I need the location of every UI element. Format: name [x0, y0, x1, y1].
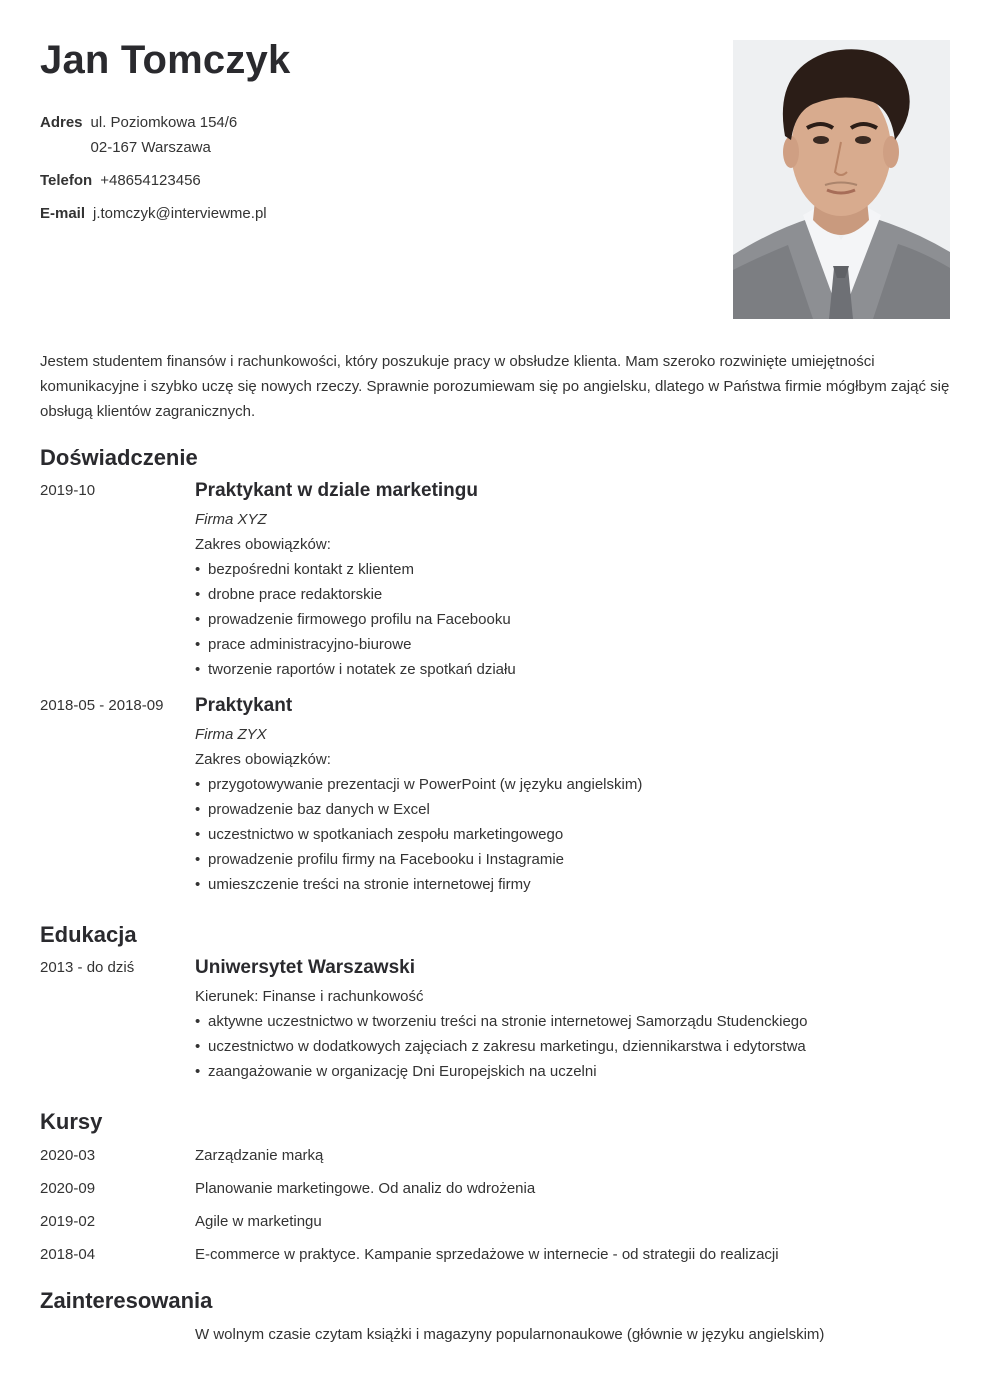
duties-label: Zakres obowiązków:	[195, 751, 331, 768]
address-label: Adres	[40, 114, 83, 131]
list-item: • aktywne uczestnictwo w tworzeniu treści na stronie internetowej Samorządu Studenckiego	[195, 1009, 950, 1034]
course-name: Zarządzanie marką	[195, 1147, 324, 1164]
list-item: • tworzenie raportów i notatek ze spotkań działu	[195, 657, 950, 682]
list-item: • bezpośredni kontakt z klientem	[195, 557, 950, 582]
education-school: Uniwersytet Warszawski	[195, 957, 415, 978]
list-item: • prace administracyjno-biurowe	[195, 632, 950, 657]
education-body	[195, 959, 950, 1084]
list-item: • uczestnictwo w dodatkowych zajęciach z zakresu marketingu, dziennikarstwa i edytorstwa	[195, 1034, 950, 1059]
list-item: • prowadzenie baz danych w Excel	[195, 797, 950, 822]
candidate-name: Jan Tomczyk	[40, 38, 291, 82]
experience-position: Praktykant w dziale marketingu	[195, 480, 478, 501]
address-line-2: 02-167 Warszawa	[90, 139, 211, 156]
education-list	[195, 1009, 950, 1084]
course-name: E-commerce w praktyce. Kampanie sprzedażowe w internecie - od strategii do realizacji	[195, 1246, 779, 1263]
duties-label: Zakres obowiązków:	[195, 536, 331, 553]
address-line-1: ul. Poziomkowa 154/6	[90, 114, 238, 131]
experience-date: 2019-10	[40, 482, 96, 499]
section-title-interests: Zainteresowania	[40, 1288, 213, 1313]
list-item: • zaangażowanie w organizację Dni Europejskich na uczelni	[195, 1059, 950, 1084]
profile-photo	[733, 40, 950, 319]
address-value	[91, 110, 238, 160]
list-item: • prowadzenie profilu firmy na Facebooku i Instagramie	[195, 847, 950, 872]
list-item: • umieszczenie treści na stronie internetowej firmy	[195, 872, 950, 897]
section-title-education: Edukacja	[40, 922, 137, 947]
list-item: • przygotowywanie prezentacji w PowerPoint (w języku angielskim)	[195, 772, 950, 797]
profile-photo-illustration	[733, 40, 950, 319]
contact-phone	[40, 168, 267, 193]
phone-label: Telefon	[40, 172, 93, 189]
course-date: 2019-02	[40, 1213, 96, 1230]
list-item: • drobne prace redaktorskie	[195, 582, 950, 607]
email-value: j.tomczyk@interviewme.pl	[93, 205, 267, 222]
interests-text: W wolnym czasie czytam książki i magazyny popularnonaukowe (głównie w języku angielskim)	[195, 1326, 825, 1343]
experience-position: Praktykant	[195, 695, 293, 716]
course-date: 2018-04	[40, 1246, 96, 1263]
experience-company: Firma XYZ	[195, 511, 267, 528]
experience-company: Firma ZYX	[195, 726, 267, 743]
contact-address	[40, 110, 267, 160]
course-date: 2020-09	[40, 1180, 96, 1197]
section-title-experience: Doświadczenie	[40, 445, 198, 470]
course-name: Planowanie marketingowe. Od analiz do wdrożenia	[195, 1180, 536, 1197]
duties-list	[195, 772, 950, 897]
list-item: • prowadzenie firmowego profilu na Facebooku	[195, 607, 950, 632]
list-item: • uczestnictwo w spotkaniach zespołu marketingowego	[195, 822, 950, 847]
profile-summary: Jestem studentem finansów i rachunkowości, który poszukuje pracy w obsłudze klienta. Mam szeroko rozwinięte umiejętności komunikacyjne i szybko uczę się nowych rzeczy. Sprawnie porozumiewam się po angielsku, dlatego w Państwa firmie mógłbym zająć się obsługą klientów zagranicznych.	[40, 353, 950, 420]
course-date: 2020-03	[40, 1147, 96, 1164]
email-label: E-mail	[40, 205, 86, 222]
education-date: 2013 - do dziś	[40, 959, 135, 976]
contact-block	[40, 110, 267, 234]
section-title-courses: Kursy	[40, 1109, 103, 1134]
contact-email	[40, 201, 267, 226]
experience-body	[195, 482, 950, 682]
duties-list	[195, 557, 950, 682]
education-field: Kierunek: Finanse i rachunkowość	[195, 988, 424, 1005]
course-name: Agile w marketingu	[195, 1213, 322, 1230]
experience-body	[195, 697, 950, 897]
experience-date: 2018-05 - 2018-09	[40, 697, 164, 714]
phone-value: +48654123456	[100, 172, 201, 189]
